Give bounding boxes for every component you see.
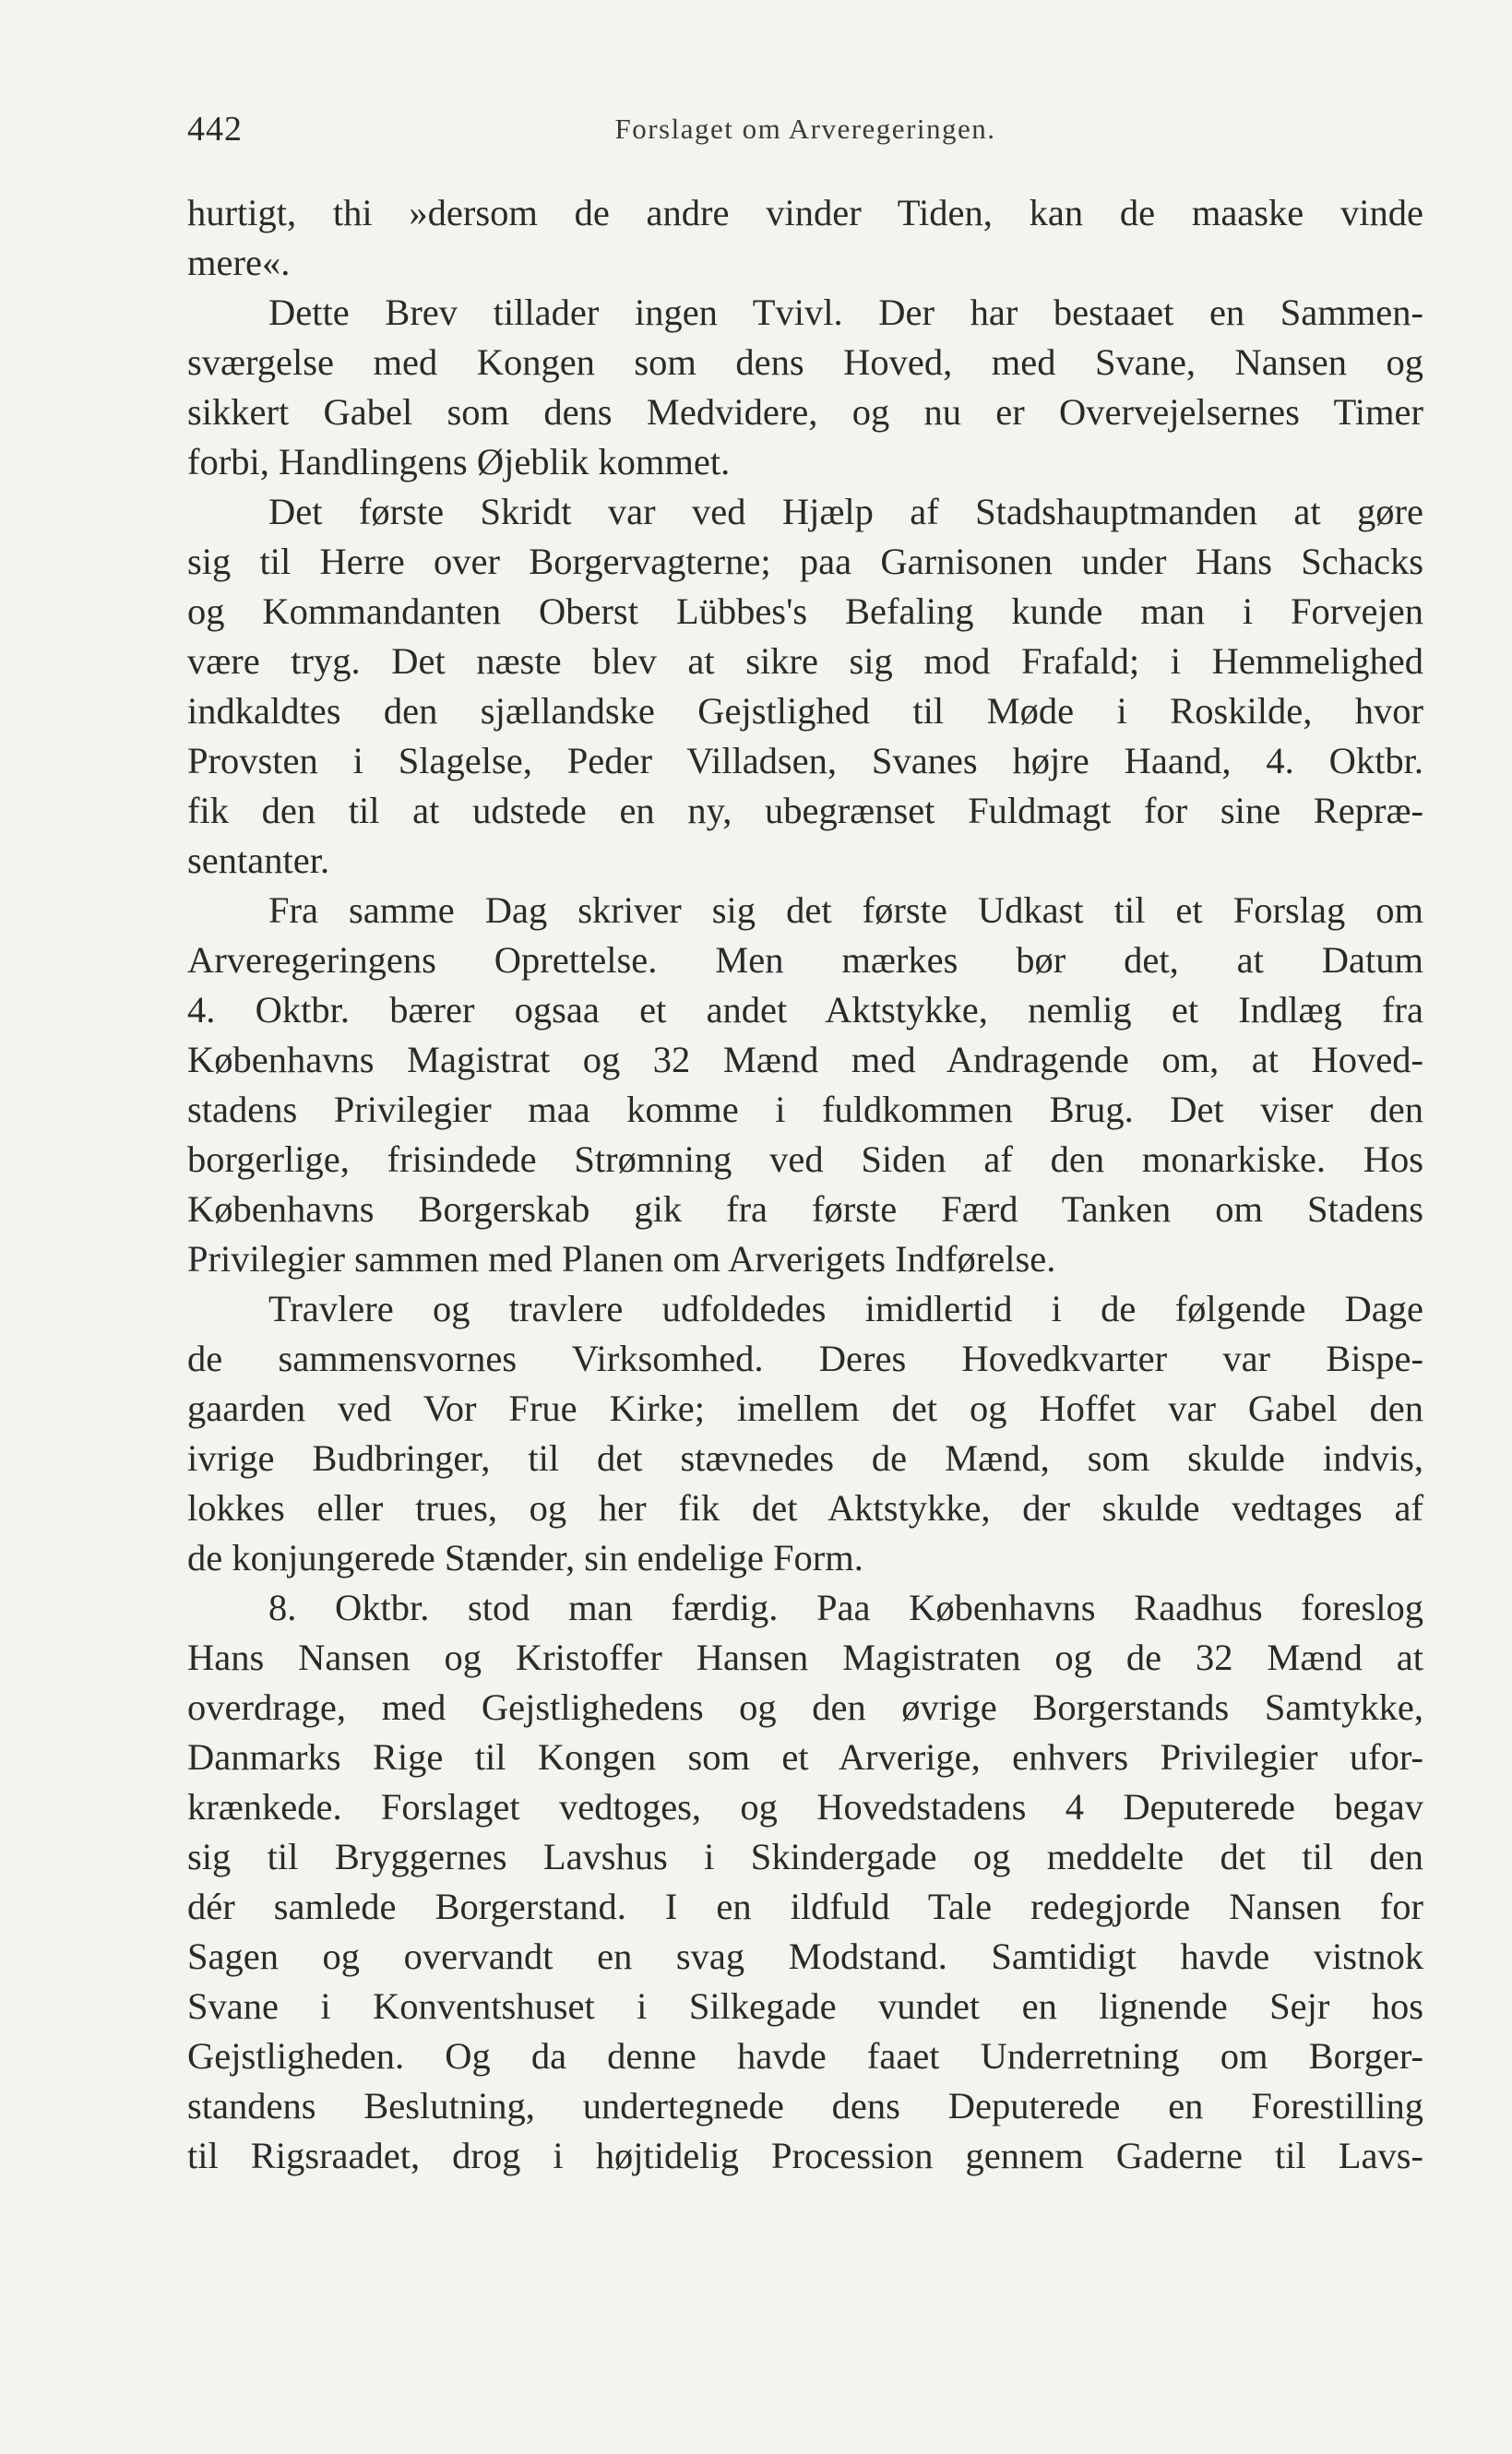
text-line: Arveregeringens Oprettelse. Men mærkes bør det, at Datum — [187, 939, 1423, 981]
text-line: til Rigsraadet, drog i højtidelig Procession gennem Gaderne til Lavs- — [187, 2135, 1423, 2176]
text-line: fik den til at udstede en ny, ubegrænset Fuldmagt for sine Repræ- — [187, 790, 1423, 831]
text-line: hurtigt, thi »dersom de andre vinder Tiden, kan de maaske vinde — [187, 192, 1423, 233]
text-line: overdrage, med Gejstlighedens og den øvrige Borgerstands Samtykke, — [187, 1686, 1423, 1728]
text-line: Hans Nansen og Kristoffer Hansen Magistraten og de 32 Mænd at — [187, 1637, 1423, 1678]
text-line: gaarden ved Vor Frue Kirke; imellem det og Hoffet var Gabel den — [187, 1388, 1423, 1429]
text-line: Travlere og travlere udfoldedes imidlertid i de følgende Dage — [268, 1288, 1423, 1329]
text-line: lokkes eller trues, og her fik det Aktstykke, der skulde vedtages af — [187, 1487, 1423, 1529]
text-line: Provsten i Slagelse, Peder Villadsen, Svanes højre Haand, 4. Oktbr. — [187, 740, 1423, 781]
body-text — [187, 188, 1423, 2181]
page-header — [187, 109, 1423, 155]
text-line: sentanter. — [187, 840, 330, 881]
text-line: Det første Skridt var ved Hjælp af Stadshauptmanden at gøre — [268, 491, 1423, 532]
text-line: Fra samme Dag skriver sig det første Udkast til et Forslag om — [268, 889, 1423, 931]
text-line: mere«. — [187, 242, 291, 283]
text-line: Københavns Borgerskab gik fra første Færd Tanken om Stadens — [187, 1188, 1423, 1230]
text-line: stadens Privilegier maa komme i fuldkommen Brug. Det viser den — [187, 1089, 1423, 1130]
text-line: Dette Brev tillader ingen Tvivl. Der har bestaaet en Sammen- — [268, 292, 1423, 333]
text-line: borgerlige, frisindede Strømning ved Siden af den monarkiske. Hos — [187, 1138, 1423, 1180]
running-head-title: Forslaget om Arveregeringen. — [614, 113, 996, 145]
page-number: 442 — [187, 110, 243, 149]
text-line: 8. Oktbr. stod man færdig. Paa Københavns Raadhus foreslog — [268, 1587, 1423, 1628]
text-line: Svane i Konventshuset i Silkegade vundet en lignende Sejr hos — [187, 1985, 1423, 2027]
text-line: Københavns Magistrat og 32 Mænd med Andragende om, at Hoved- — [187, 1039, 1423, 1080]
text-line: 4. Oktbr. bærer ogsaa et andet Aktstykke, nemlig et Indlæg fra — [187, 989, 1423, 1030]
text-line: de konjungerede Stænder, sin endelige Form. — [187, 1537, 863, 1578]
text-line: krænkede. Forslaget vedtoges, og Hovedstadens 4 Deputerede begav — [187, 1786, 1423, 1828]
text-line: Danmarks Rige til Kongen som et Arverige, enhvers Privilegier ufor- — [187, 1736, 1423, 1778]
text-line: Sagen og overvandt en svag Modstand. Samtidigt havde vistnok — [187, 1936, 1423, 1977]
text-line: forbi, Handlingens Øjeblik kommet. — [187, 441, 731, 482]
text-line: dér samlede Borgerstand. I en ildfuld Tale redegjorde Nansen for — [187, 1886, 1423, 1927]
text-line: de sammensvornes Virksomhed. Deres Hovedkvarter var Bispe- — [187, 1338, 1423, 1379]
text-line: standens Beslutning, undertegnede dens Deputerede en Forestilling — [187, 2085, 1423, 2126]
text-line: Gejstligheden. Og da denne havde faaet Underretning om Borger- — [187, 2035, 1423, 2077]
text-line: og Kommandanten Oberst Lübbes's Befaling kunde man i Forvejen — [187, 590, 1423, 632]
text-line: Privilegier sammen med Planen om Arverigets Indførelse. — [187, 1238, 1056, 1280]
text-line: sikkert Gabel som dens Medvidere, og nu er Overvejelsernes Timer — [187, 391, 1423, 433]
text-line: sværgelse med Kongen som dens Hoved, med Svane, Nansen og — [187, 341, 1423, 383]
text-line: ivrige Budbringer, til det stævnedes de Mænd, som skulde indvis, — [187, 1437, 1423, 1479]
text-line: være tryg. Det næste blev at sikre sig mod Frafald; i Hemmelighed — [187, 640, 1423, 682]
text-line: sig til Bryggernes Lavshus i Skindergade og meddelte det til den — [187, 1836, 1423, 1877]
text-line: sig til Herre over Borgervagterne; paa Garnisonen under Hans Schacks — [187, 541, 1423, 582]
text-line: indkaldtes den sjællandske Gejstlighed til Møde i Roskilde, hvor — [187, 690, 1423, 732]
